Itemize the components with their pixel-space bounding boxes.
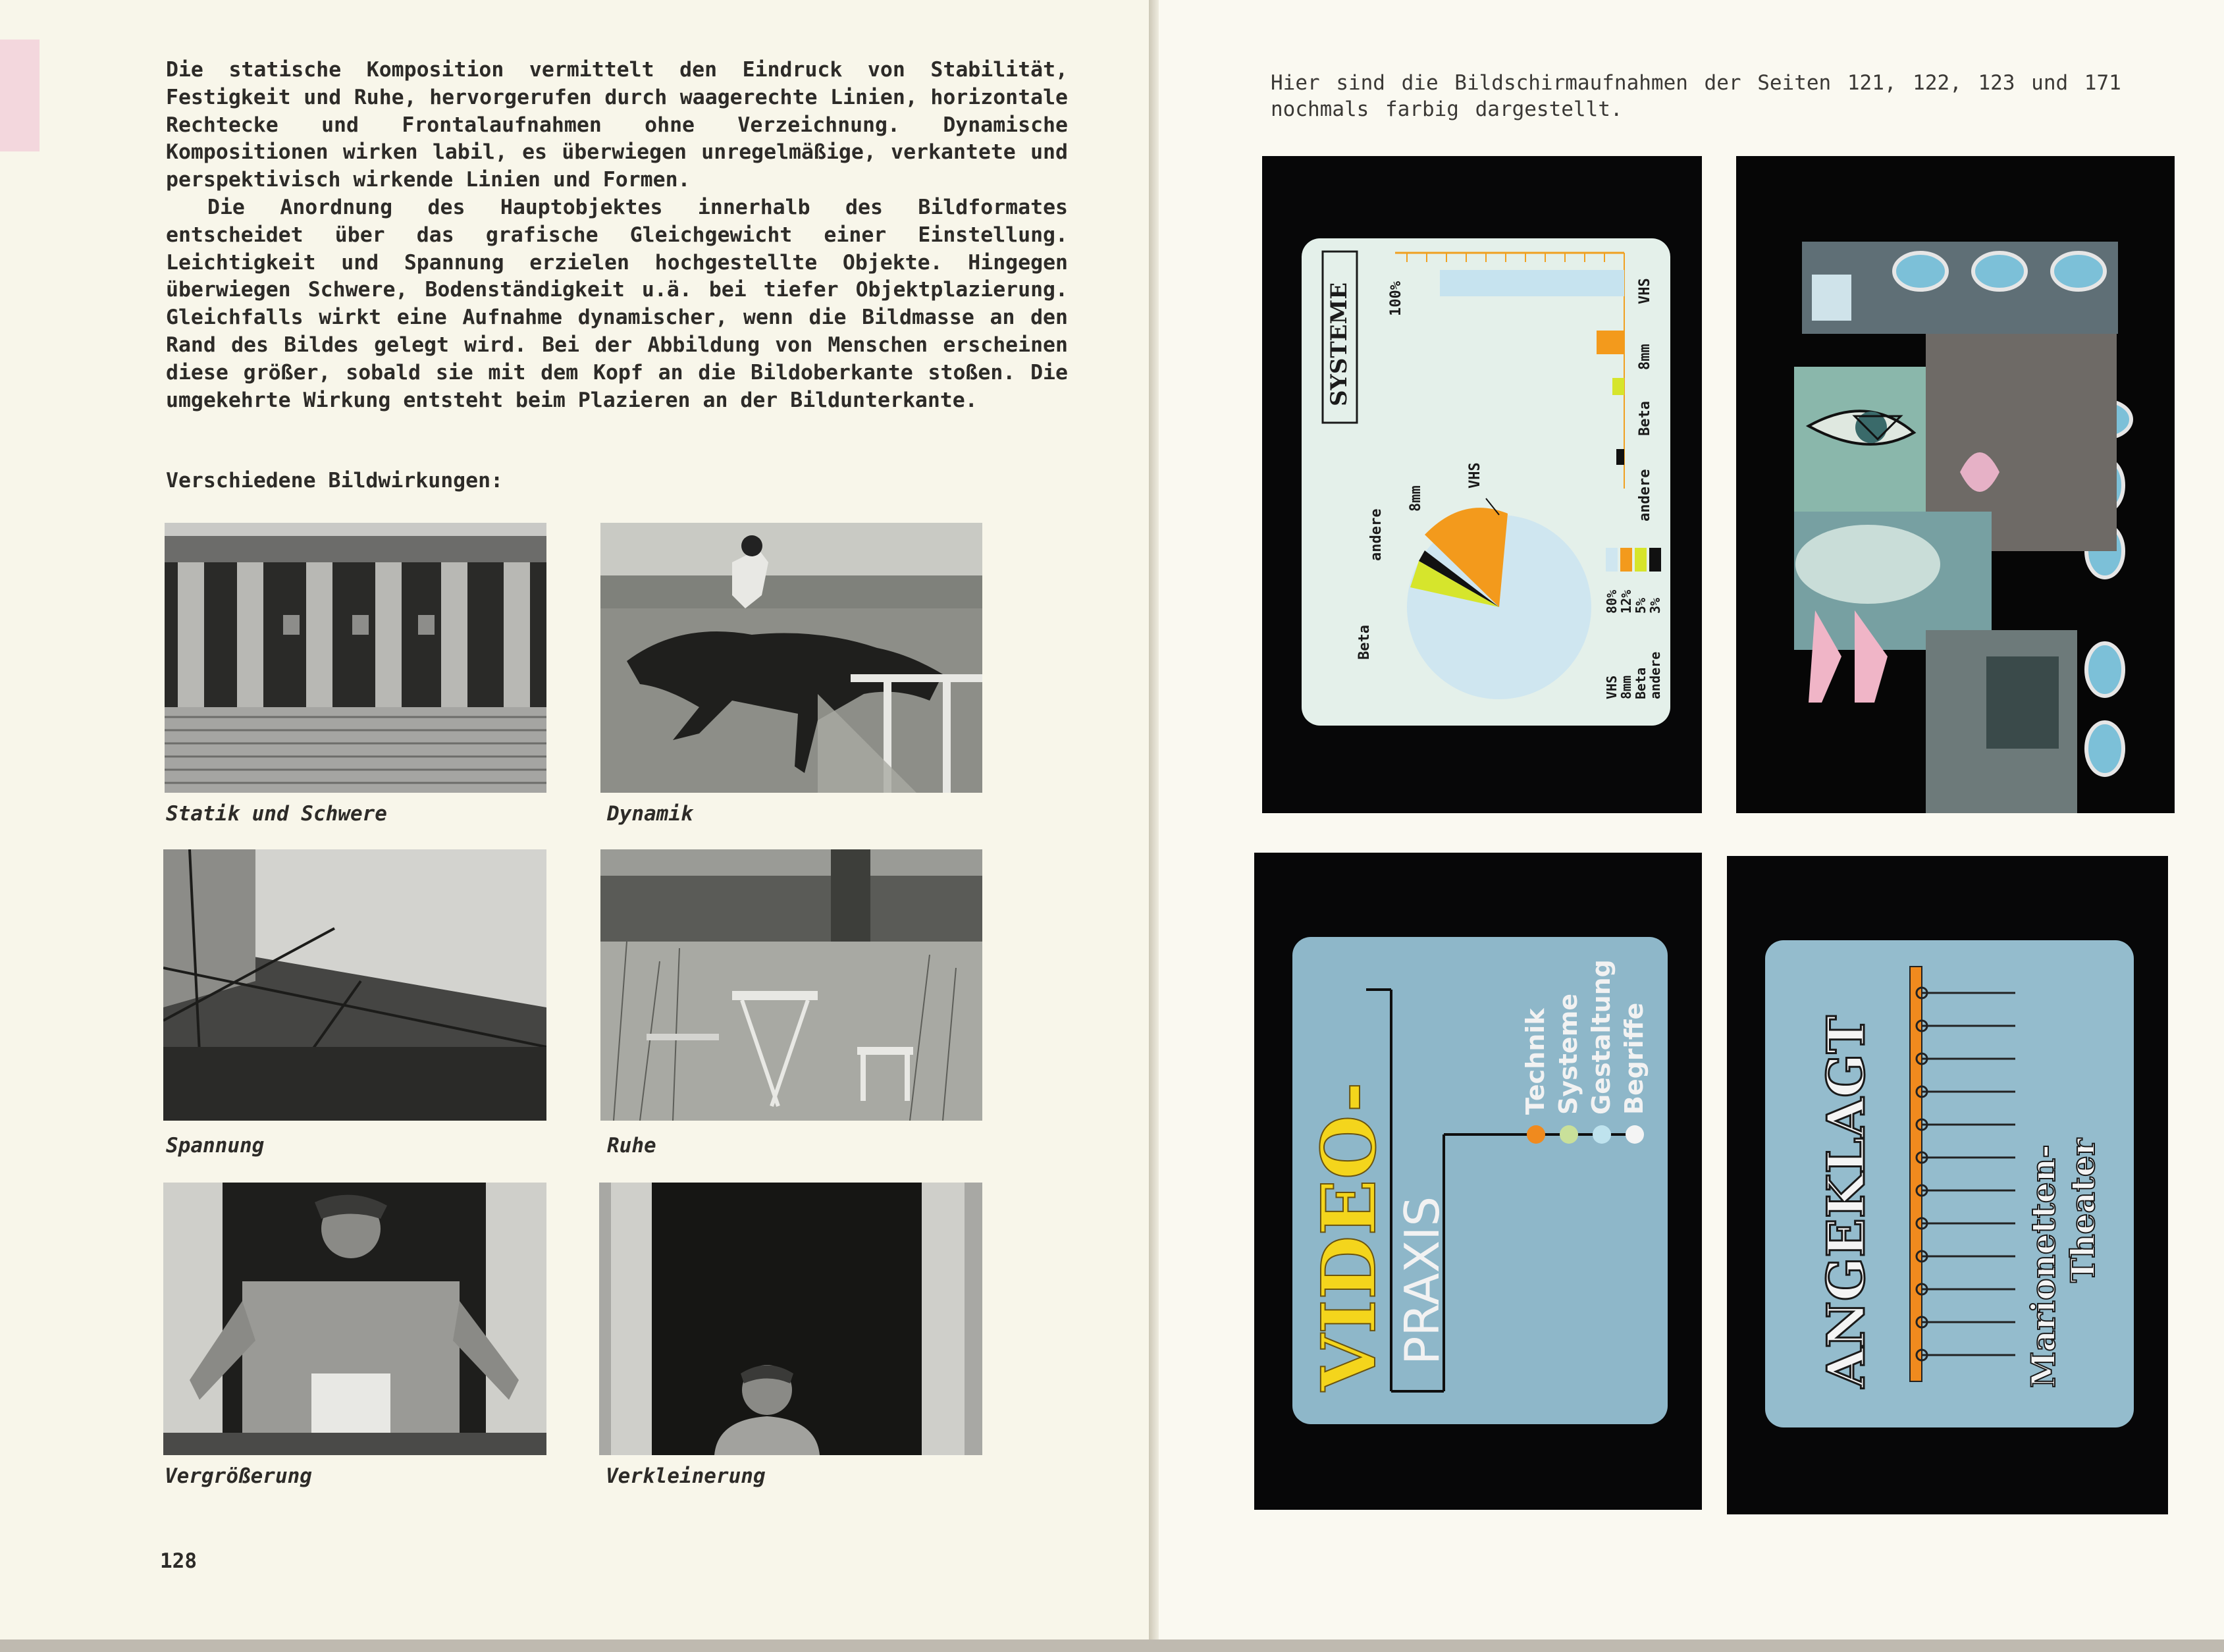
book-gutter <box>1149 0 1159 1639</box>
legend-value-8mm: 12% <box>1618 589 1634 614</box>
menu-item-gestaltung[interactable]: Gestaltung <box>1587 959 1616 1115</box>
bar-andere <box>1616 449 1624 465</box>
screen-video-praxis <box>1254 853 1702 1510</box>
photo-vergroesserung <box>163 1183 546 1455</box>
screen-angeklagt <box>1727 856 2168 1514</box>
photo-ruhe <box>600 849 982 1121</box>
screen-systeme <box>1262 156 1702 813</box>
intro-text: Hier sind die Bildschirmaufnahmen der Seiten 121, 122, 123 und 171 nochmals farbig dargestellt. <box>1271 71 2121 121</box>
legend-name-beta: Beta <box>1633 667 1649 699</box>
horse-jump-image <box>600 523 982 793</box>
legend-name-8mm: 8mm <box>1618 675 1634 699</box>
menu-item-systeme[interactable]: Systeme <box>1554 993 1583 1115</box>
photo-statik <box>165 523 546 793</box>
pie-label-andere: andere <box>1368 508 1385 561</box>
bar-label-vhs: VHS <box>1637 278 1653 304</box>
screen-collage <box>1736 156 2175 813</box>
legend-swatch-andere <box>1649 548 1661 572</box>
caption-verkleinerung: Verkleinerung <box>606 1464 766 1488</box>
paragraph-1: Die statische Komposition vermittelt den Eindruck von Stabilität, Festigkeit und Ruhe, hervorgerufen durch waagerechte Linien, horizontale Rechtecke und Frontalaufnahmen ohne Verzeichnung. Dynamische Kompositionen wirken labil, es überwiegen unregelmäßige, verkantete und perspektivisch wirkende Linien und Formen. <box>166 58 1068 192</box>
menu-dot-technik <box>1527 1125 1545 1144</box>
title-angeklagt: ANGEKLAGT <box>1816 1015 1876 1388</box>
scan-edge <box>0 1639 2224 1652</box>
menu-dot-gestaltung <box>1593 1125 1611 1144</box>
menu-dot-systeme <box>1560 1125 1578 1144</box>
systeme-title: SYSTEME <box>1326 282 1352 406</box>
menu-dot-begriffe <box>1626 1125 1644 1144</box>
menu-item-technik[interactable]: Technik <box>1521 1008 1550 1115</box>
subheading: Verschiedene Bildwirkungen: <box>166 469 504 493</box>
subtitle-theater: Theater <box>2063 1138 2102 1283</box>
subtitle-marionetten: Marionetten- <box>2024 1144 2063 1388</box>
pie-label-8mm: 8mm <box>1408 485 1424 512</box>
paragraph-2: Die Anordnung des Hauptobjektes innerhalb des Bildformates entscheidet über das grafische Gleichgewicht einer Einstellung. Leichtigkeit und Spannung erzielen hochgestellte Objekte. Hingegen überwiegen Schwere, Bodenständigkeit u.ä. bei tiefer Objektplazierung. Gleichfalls wirkt eine Aufnahme dynamischer, wenn die Bildmasse an den Rand des Bildes gelegt wird. Bei der Abbildung von Menschen erscheinen diese größer, sobald sie mit dem Kopf an die Bildoberkante stoßen. Die umgekehrte Wirkung entsteht beim Plazieren an der Bildunterkante. <box>166 195 1068 412</box>
bookmark-tab <box>0 40 40 151</box>
systeme-chart <box>1302 238 1670 726</box>
photo-verkleinerung <box>599 1183 982 1455</box>
bar-beta <box>1612 378 1624 395</box>
legend-swatch-beta <box>1635 548 1647 572</box>
caption-dynamik: Dynamik <box>607 802 693 826</box>
man-in-window-small-image <box>599 1183 982 1455</box>
tv-screen <box>1765 940 2134 1427</box>
photo-spannung <box>163 849 546 1121</box>
bar-label-beta: Beta <box>1637 401 1653 436</box>
tv-screen <box>1292 937 1668 1424</box>
body-text <box>166 57 1068 414</box>
garden-chairs-image <box>600 849 982 1121</box>
page-number: 128 <box>160 1549 197 1573</box>
angeklagt-title-card <box>1765 940 2134 1427</box>
axis-top-label: 100% <box>1388 281 1404 316</box>
legend-name-andere: andere <box>1647 651 1663 699</box>
title-video: VIDEO- <box>1306 1082 1392 1391</box>
bar-vhs <box>1440 270 1624 296</box>
computer-art-collage <box>1736 156 2175 813</box>
columned-building-image <box>165 523 546 793</box>
legend-value-beta: 5% <box>1633 597 1649 614</box>
marionette-bar <box>1910 967 1922 1381</box>
tent-tension-image <box>163 849 546 1121</box>
legend-value-vhs: 80% <box>1604 589 1620 614</box>
menu-item-begriffe[interactable]: Begriffe <box>1620 1002 1649 1115</box>
caption-statik: Statik und Schwere <box>166 802 387 826</box>
caption-ruhe: Ruhe <box>607 1134 656 1158</box>
bar-8mm <box>1597 331 1624 354</box>
pie-label-beta: Beta <box>1356 625 1373 660</box>
photo-dynamik <box>600 523 982 793</box>
bar-label-andere: andere <box>1637 469 1653 521</box>
video-praxis-menu <box>1292 937 1668 1424</box>
title-praxis: PRAXIS <box>1394 1196 1450 1365</box>
legend-name-vhs: VHS <box>1604 675 1620 699</box>
legend-value-andere: 3% <box>1647 597 1663 614</box>
man-in-window-large-image <box>163 1183 546 1455</box>
legend-swatch-vhs <box>1606 548 1618 572</box>
caption-spannung: Spannung <box>166 1134 265 1158</box>
pie-label-vhs: VHS <box>1467 462 1483 489</box>
caption-vergroesserung: Vergrößerung <box>165 1464 312 1488</box>
tv-screen <box>1302 238 1670 726</box>
bar-label-8mm: 8mm <box>1637 344 1653 370</box>
legend-swatch-8mm <box>1620 548 1632 572</box>
